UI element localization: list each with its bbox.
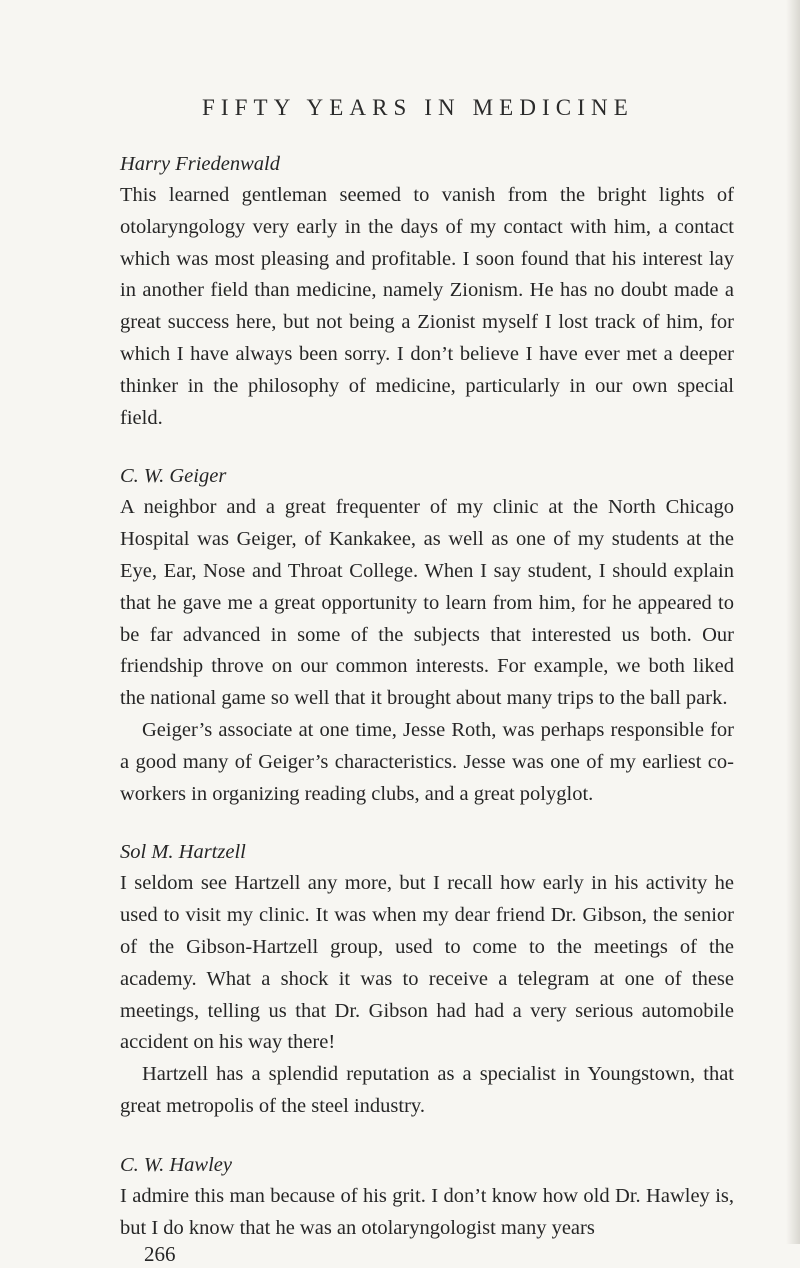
book-page <box>120 92 734 1268</box>
paragraph: Geiger’s associate at one time, Jesse Roth, was perhaps responsible for a good many of Geiger’s characteristics. Jesse was one of my earliest co-workers in organizing reading clubs, and a great polyglot. <box>120 718 734 805</box>
running-head: FIFTY YEARS IN MEDICINE <box>202 95 634 120</box>
paragraph: Hartzell has a splendid reputation as a specialist in Youngstown, that great metropolis of the steel industry. <box>120 1063 734 1117</box>
section-friedenwald <box>120 148 734 434</box>
paragraph: I admire this man because of his grit. I don’t know how old Dr. Hawley is, but I do know that he was an otolaryngologist many years <box>120 1184 734 1239</box>
section-hawley <box>120 1149 734 1245</box>
paragraph: This learned gentleman seemed to vanish from the bright lights of otolaryngology very early in the days of my contact with him, a contact which was most pleasing and profitable. I soon found that his interest lay in another field than medicine, namely Zionism. He has no doubt made a great success here, but not being a Zionist myself I lost track of him, for which I have always been sorry. I don’t believe I have ever met a deeper thinker in the philosophy of medicine, particularly in our own special field. <box>120 184 734 429</box>
section-hartzell <box>120 836 734 1122</box>
page-number: 266 <box>144 1242 176 1267</box>
paragraph: I seldom see Hartzell any more, but I recall how early in his activity he used to visit my clinic. It was when my dear friend Dr. Gibson, the senior of the Gibson-Hartzell group, used to come to the meetings of the academy. What a shock it was to receive a telegram at one of these meetings, telling us that Dr. Gibson had had a very serious automobile accident on his way there! <box>120 872 734 1054</box>
section-heading: Sol M. Hartzell <box>120 841 246 864</box>
paragraph: A neighbor and a great frequenter of my clinic at the North Chicago Hospital was Geiger, of Kankakee, as well as one of my students at the Eye, Ear, Nose and Throat College. When I say student, I should explain that he gave me a great opportunity to learn from him, for he appeared to be far advanced in some of the subjects that interested us both. Our friendship throve on our common interests. For example, we both liked the national game so well that it brought about many trips to the ball park. <box>120 496 734 710</box>
section-heading: C. W. Hawley <box>120 1153 232 1176</box>
section-heading: Harry Friedenwald <box>120 153 280 175</box>
section-geiger <box>120 460 734 810</box>
page-edge-shadow <box>786 0 800 1244</box>
section-heading: C. W. Geiger <box>120 465 227 488</box>
